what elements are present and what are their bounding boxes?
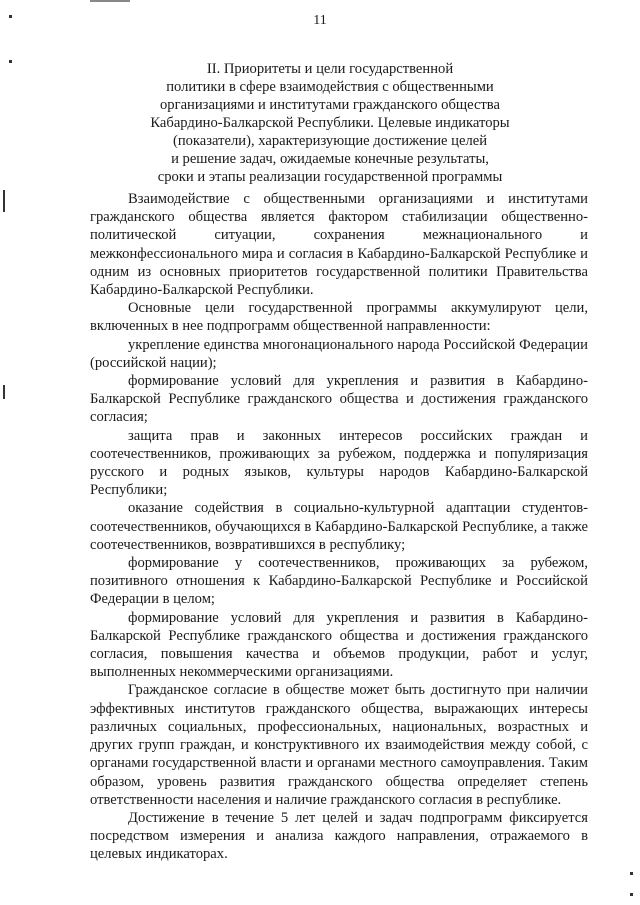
scan-dot [90,0,130,2]
goal-item: оказание содействия в социально-культурной адаптации студентов-соотечественников, обучающихся в Кабардино-Балкарской Республике, а также соотечественников, возвратившихся в республику; [90,500,588,553]
goal-item: формирование у соотечественников, проживающих за рубежом, позитивного отношения к Кабардино-Балкарской Республике и Российской Федерации в целом; [90,555,588,608]
heading-line: (показатели), характеризующие достижение целей [172,133,488,149]
goal-item: защита прав и законных интересов российских граждан и соотечественников, проживающих за рубежом, поддержка и популяризация русского и родных языков, культуры народов Кабардино-Балкарской Республики; [90,427,588,499]
heading-line: Кабардино-Балкарской Республики. Целевые индикаторы [150,115,510,131]
scan-line [3,385,5,399]
heading-line: и решение задач, ожидаемые конечные результаты, [171,151,489,167]
goal-item: укрепление единства многонационального народа Российской Федерации (российской нации); [90,336,588,371]
scan-dot [630,893,633,896]
page-number: 11 [313,13,327,28]
document-body [90,190,588,864]
goal-item: формирование условий для укрепления и развития в Кабардино-Балкарской Республике гражданского общества и достижения гражданского согласия; [90,373,588,426]
scan-dot [630,872,633,875]
paragraph-consensus: Гражданское согласие в обществе может быть достигнуто при наличии эффективных институтов гражданского общества, выражающих интересы различных социальных, профессиональных, национальных, возрастных и других групп граждан, и конструктивного их взаимодействия между собой, с органами государственной власти и органами местного самоуправления. Таким образом, уровень развития гражданского общества определяет степень ответственности населения и наличие гражданского согласия в республике. [90,682,588,808]
paragraph-intro: Взаимодействие с общественными организациями и институтами гражданского общества является фактором стабилизации общественно-политической ситуации, сохранения межнационального и межконфессионального мира и согласия в Кабардино-Балкарской Республике и одним из основных приоритетов государственной политики Правительства Кабардино-Балкарской Республики. [90,191,588,299]
section-heading [120,60,540,186]
heading-line: II. Приоритеты и цели государственной [206,61,454,77]
scan-dot [9,60,12,63]
paragraph-goals: Основные цели государственной программы аккумулируют цели, включенных в нее подпрограмм общественной направленности: [90,300,588,335]
heading-line: сроки и этапы реализации государственной программы [157,169,503,185]
heading-line: политики в сфере взаимодействия с общественными [166,79,494,95]
heading-line: организациями и институтами гражданского общества [160,97,500,113]
paragraph-indicators: Достижение в течение 5 лет целей и задач подпрограмм фиксируется посредством измерения и анализа каждого направления, отражаемого в целевых индикаторах. [90,809,588,863]
goal-item: формирование условий для укрепления и развития в Кабардино-Балкарской Республике гражданского общества и достижения гражданского согласия, повышения качества и объемов продукции, работ и услуг, выполненных некоммерческими организациями. [90,609,588,681]
scan-line [3,190,5,212]
